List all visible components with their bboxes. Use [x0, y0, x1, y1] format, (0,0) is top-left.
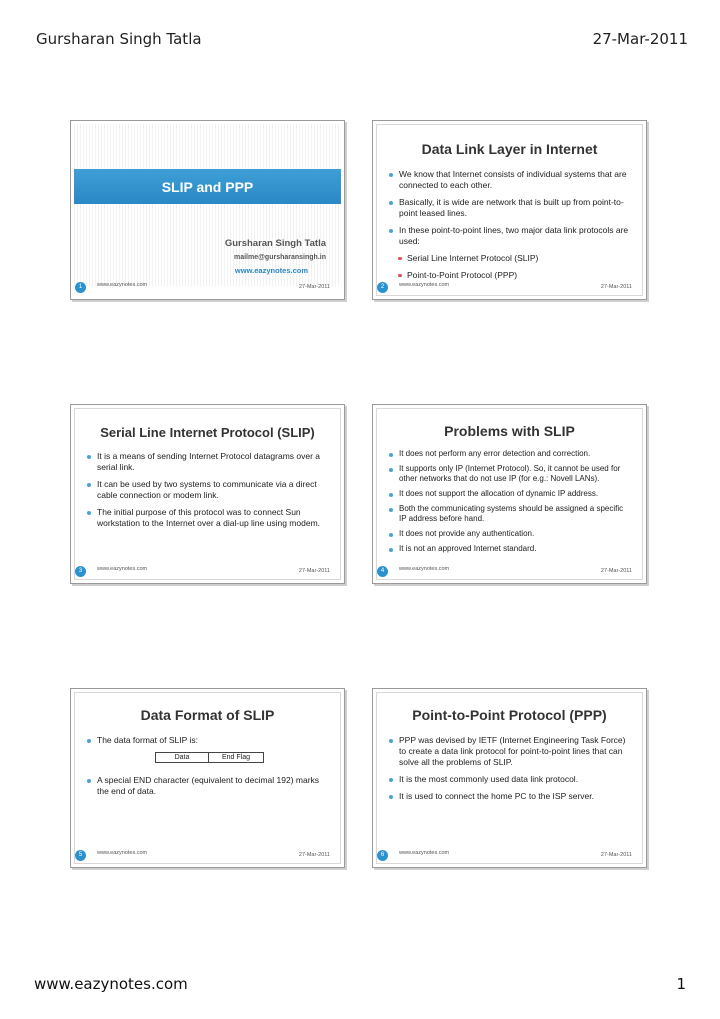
- slide-1: [70, 120, 345, 300]
- slide-6: [372, 688, 647, 868]
- bullet: It is not an approved Internet standard.: [389, 544, 630, 554]
- slide-footer-date: 27-Mar-2011: [298, 852, 330, 858]
- slide-footer: [377, 282, 642, 294]
- bullet: The initial purpose of this protocol was to connect Sun workstation to the Internet over a dial-up line using modem.: [87, 507, 328, 529]
- author-email: mailme@gursharansingh.in: [233, 254, 326, 261]
- table-cell-data: Data: [156, 753, 209, 763]
- bullet: We know that Internet consists of individual systems that are connected to each other.: [389, 169, 630, 191]
- page-header-author: Gursharan Singh Tatla: [36, 30, 202, 48]
- slide-body: [87, 451, 328, 535]
- slide-5: [70, 688, 345, 868]
- slide-number: 6: [377, 850, 388, 861]
- slide-footer: [75, 566, 340, 578]
- slide-title: Data Format of SLIP: [140, 707, 275, 723]
- slide-footer: [377, 566, 642, 578]
- bullet: Both the communicating systems should be assigned a specific IP address before hand.: [389, 504, 630, 524]
- bullet: It can be used by two systems to communicate via a direct cable connection or modem link.: [87, 479, 328, 501]
- slide-body: [87, 735, 328, 803]
- bullet: It does not support the allocation of dynamic IP address.: [389, 489, 630, 499]
- slide-footer-url: www.eazynotes.com: [97, 282, 148, 288]
- slide-2: [372, 120, 647, 300]
- slide-title: Data Link Layer in Internet: [421, 141, 598, 157]
- bullet: It is the most commonly used data link protocol.: [389, 774, 630, 785]
- slide-number: 3: [75, 566, 86, 577]
- slide-body: [389, 449, 630, 559]
- slide-footer-url: www.eazynotes.com: [97, 850, 148, 856]
- bullet: It supports only IP (Internet Protocol). So, it cannot be used for other networks that do not use IP (for e.g.: Novell LANs).: [389, 464, 630, 484]
- slide-body: [389, 169, 630, 287]
- title-band: [74, 169, 341, 204]
- slide-title: Problems with SLIP: [444, 423, 575, 439]
- slide-number: 2: [377, 282, 388, 293]
- slide-footer-date: 27-Mar-2011: [600, 284, 632, 290]
- bullet: PPP was devised by IETF (Internet Engineering Task Force) to create a data link protocol for point-to-point lines that can solve all the problems of SLIP.: [389, 735, 630, 768]
- slide-footer-url: www.eazynotes.com: [97, 566, 148, 572]
- slide-footer-date: 27-Mar-2011: [298, 568, 330, 574]
- slide-body: [389, 735, 630, 808]
- slide-footer: [75, 850, 340, 862]
- slide-3: [70, 404, 345, 584]
- bullet: The data format of SLIP is:: [87, 735, 328, 746]
- bullet: It does not perform any error detection and correction.: [389, 449, 630, 459]
- slide-number: 4: [377, 566, 388, 577]
- slide-footer: [377, 850, 642, 862]
- bullet: It does not provide any authentication.: [389, 529, 630, 539]
- slide-title: Point-to-Point Protocol (PPP): [412, 707, 607, 723]
- page-footer-site: www.eazynotes.com: [34, 975, 188, 993]
- slide-4: [372, 404, 647, 584]
- author-website: www.eazynotes.com: [234, 266, 308, 275]
- page-header-date: 27-Mar-2011: [592, 30, 688, 48]
- slip-format-table: [155, 752, 264, 763]
- slide-title: Serial Line Internet Protocol (SLIP): [100, 425, 315, 440]
- slide-footer-date: 27-Mar-2011: [298, 284, 330, 290]
- slide-footer-url: www.eazynotes.com: [399, 566, 450, 572]
- bullet: A special END character (equivalent to decimal 192) marks the end of data.: [87, 775, 328, 797]
- slide-footer-date: 27-Mar-2011: [600, 852, 632, 858]
- slide-footer: [75, 282, 340, 294]
- page-number: 1: [676, 975, 686, 993]
- slide-title: SLIP and PPP: [161, 179, 254, 195]
- slide-number: 5: [75, 850, 86, 861]
- author-name: Gursharan Singh Tatla: [224, 238, 326, 249]
- slide-footer-url: www.eazynotes.com: [399, 282, 450, 288]
- bullet: It is used to connect the home PC to the ISP server.: [389, 791, 630, 802]
- slide-number: 1: [75, 282, 86, 293]
- slide-footer-url: www.eazynotes.com: [399, 850, 450, 856]
- bullet: It is a means of sending Internet Protocol datagrams over a serial link.: [87, 451, 328, 473]
- slide-footer-date: 27-Mar-2011: [600, 568, 632, 574]
- stripes-top: [74, 124, 341, 169]
- sub-bullet: Point-to-Point Protocol (PPP): [389, 270, 630, 281]
- table-cell-end-flag: End Flag: [209, 753, 264, 763]
- sub-bullet: Serial Line Internet Protocol (SLIP): [389, 253, 630, 264]
- bullet: Basically, it is wide are network that is built up from point-to-point leased lines.: [389, 197, 630, 219]
- bullet: In these point-to-point lines, two major data link protocols are used:: [389, 225, 630, 247]
